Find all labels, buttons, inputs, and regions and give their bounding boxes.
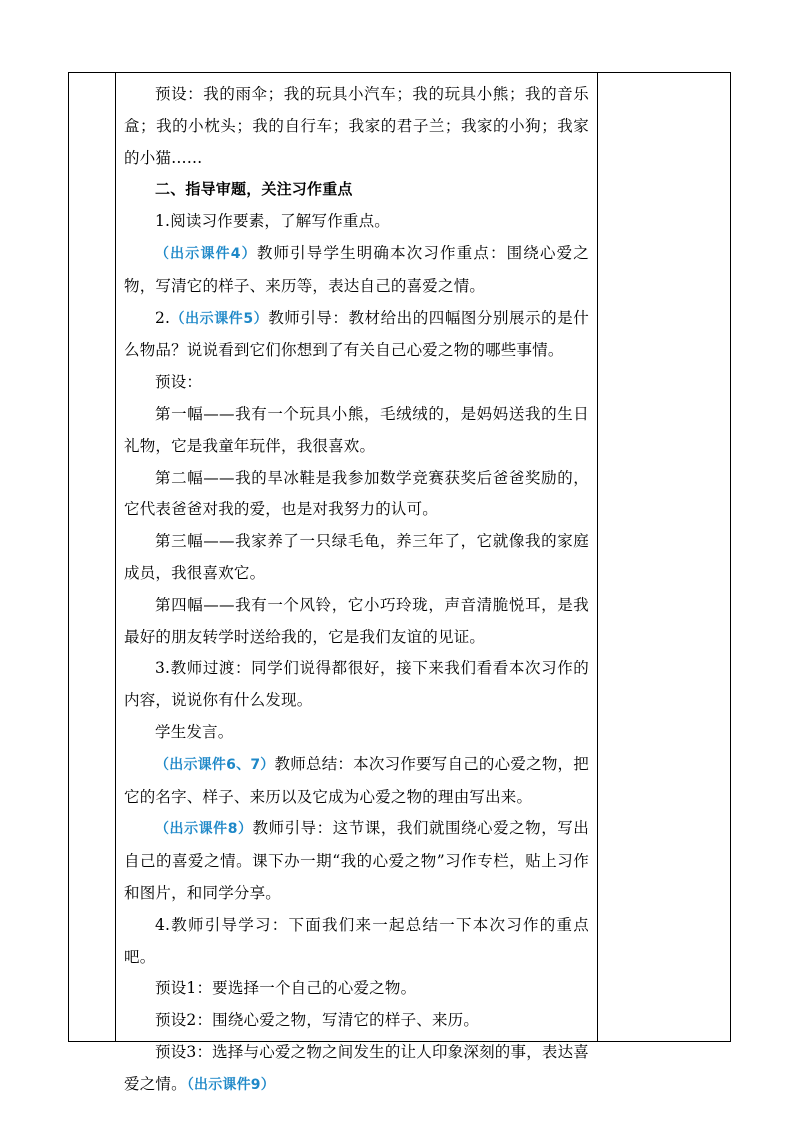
courseware-tag: （出示课件6、7） bbox=[155, 756, 275, 773]
paragraph-12 bbox=[124, 717, 589, 749]
paragraph-13 bbox=[124, 749, 589, 814]
section-heading bbox=[124, 174, 589, 206]
content-column bbox=[116, 73, 598, 1093]
paragraph-prefix: 2. bbox=[155, 308, 171, 327]
paragraph-18 bbox=[124, 1037, 589, 1102]
paragraph-text: 预设3：选择与心爱之物之间发生的让人印象深刻的事，表达喜爱之情。 bbox=[124, 1042, 589, 1093]
courseware-tag: （出示课件9） bbox=[186, 1076, 275, 1093]
paragraph-1 bbox=[124, 79, 589, 174]
paragraph-text: 4.教师引导学习：下面我们来一起总结一下本次习作的重点吧。 bbox=[124, 915, 589, 966]
paragraph-16 bbox=[124, 973, 589, 1005]
paragraph-7 bbox=[124, 399, 589, 463]
paragraph-text: 第一幅——我有一个玩具小熊，毛绒绒的，是妈妈送我的生日礼物，它是我童年玩伴，我很喜欢。 bbox=[124, 404, 589, 455]
paragraph-6 bbox=[124, 367, 589, 399]
heading-text: 二、指导审题，关注习作重点 bbox=[155, 180, 353, 199]
paragraph-11 bbox=[124, 653, 589, 717]
paragraph-text: 第四幅——我有一个风铃，它小巧玲珑，声音清脆悦耳，是我最好的朋友转学时送给我的，它是我们友谊的见证。 bbox=[124, 595, 589, 646]
paragraph-14 bbox=[124, 813, 589, 909]
paragraph-text: 第三幅——我家养了一只绿毛龟，养三年了，它就像我的家庭成员，我很喜欢它。 bbox=[124, 532, 589, 582]
paragraph-17 bbox=[124, 1005, 589, 1037]
paragraph-5 bbox=[124, 303, 589, 368]
paragraph-10 bbox=[124, 590, 589, 654]
courseware-tag: （出示课件8） bbox=[155, 821, 253, 838]
paragraph-15 bbox=[124, 910, 589, 974]
left-column bbox=[69, 73, 116, 1041]
paragraph-text: 预设1：要选择一个自己的心爱之物。 bbox=[155, 979, 417, 998]
paragraph-text: 教师引导学生明确本次习作重点：围绕心爱之物，写清它的样子、来历等，表达自己的喜爱之情。 bbox=[124, 243, 589, 295]
paragraph-text: 教师总结：本次习作要写自己的心爱之物，把它的名字、样子、来历以及它成为心爱之物的理由写出来。 bbox=[124, 754, 589, 806]
lesson-plan-table bbox=[68, 72, 731, 1093]
paragraph-8 bbox=[124, 463, 589, 527]
paragraph-text: 预设：我的雨伞；我的玩具小汽车；我的玩具小熊；我的音乐盒；我的小枕头；我的自行车；我家的君子兰；我家的小狗；我家的小猫…… bbox=[124, 85, 589, 167]
courseware-tag: （出示课件5） bbox=[170, 310, 269, 327]
paragraph-4 bbox=[124, 238, 589, 303]
paragraph-3 bbox=[124, 206, 589, 238]
paragraph-text: 3.教师过渡：同学们说得都很好，接下来我们看看本次习作的内容，说说你有什么发现。 bbox=[124, 659, 589, 710]
right-column bbox=[598, 73, 730, 1041]
paragraph-text: 1.阅读习作要素，了解写作重点。 bbox=[155, 212, 390, 231]
paragraph-text: 第二幅——我的旱冰鞋是我参加数学竞赛获奖后爸爸奖励的，它代表爸爸对我的爱，也是对我努力的认可。 bbox=[124, 468, 589, 519]
paragraph-9 bbox=[124, 526, 589, 590]
courseware-tag: （出示课件4） bbox=[155, 245, 257, 262]
paragraph-text: 学生发言。 bbox=[155, 722, 234, 741]
paragraph-text: 预设： bbox=[155, 373, 203, 392]
paragraph-text: 教师引导：这节课，我们就围绕心爱之物，写出自己的喜爱之情。课下办一期“我的心爱之物”习作专栏，贴上习作和图片，和同学分享。 bbox=[124, 819, 589, 902]
paragraph-text: 教师引导：教材给出的四幅图分别展示的是什么物品？说说看到它们你想到了有关自己心爱之物的哪些事情。 bbox=[124, 308, 589, 360]
paragraph-text: 预设2：围绕心爱之物，写清它的样子、来历。 bbox=[155, 1011, 480, 1030]
